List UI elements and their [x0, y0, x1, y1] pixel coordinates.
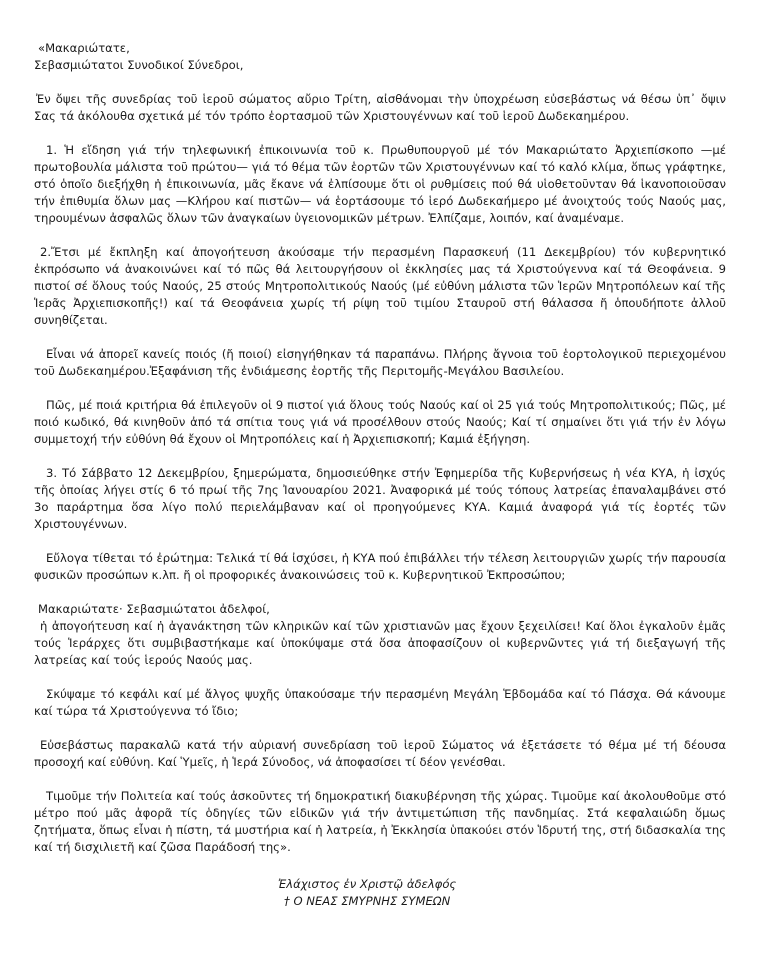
salutation-line-2: Σεβασμιώτατοι Συνοδικοί Σύνεδροι, [34, 58, 244, 72]
paragraph-point-2: 2.Ἔτσι μέ ἔκπληξη καί ἀπογοήτευση ἀκούσαμε τήν περασμένη Παρασκευή (11 Δεκεμβρίου) τόν κυβερνητικό ἐκπρόσωπο νά ἀνακοινώνει καί τό πῶς θά λειτουργήσουν οἱ ἐκκλησίες μας τά Χριστούγεννα καί τά Θεοφάνεια. 9 πιστοί σέ ὅλους τούς Ναούς, 25 στούς Μητροπολιτικούς Ναούς (μέ εὐθύνη μάλιστα τῶν Ἱερῶν Μητροπόλεων καί τῆς Ἱερᾶς Ἀρχιεπισκοπῆς!) καί τά Θεοφάνεια χωρίς τή ρίψη τοῦ τιμίου Σταυροῦ στή θάλασσα ἤ ὁπουδήποτε ἀλλοῦ συνηθίζεται. [34, 245, 726, 327]
paragraph-question-kya: Εὔλογα τίθεται τό ἐρώτημα: Τελικά τί θά ἰσχύσει, ἡ ΚΥΑ πού ἐπιβάλλει τήν τέλεση λειτουργιῶν χωρίς τήν παρουσία φυσικῶν προσώπων κ.λπ. ἤ οἱ προφορικές ἀνακοινώσεις τοῦ κ. Κυβερνητικοῦ Ἐκπροσώπου; [34, 551, 726, 582]
letter-body [34, 40, 726, 856]
paragraph-state: Τιμοῦμε τήν Πολιτεία καί τούς ἀσκοῦντες τή δημοκρατική διακυβέρνηση τῆς χώρας. Τιμοῦμε καί ἀκολουθοῦμε στό μέτρο πού μᾶς ἀφορᾶ τίς ὁδηγίες τῶν εἰδικῶν γιά τήν ἀντιμετώπιση τῆς πανδημίας. Στά κεφαλαιώδη ὅμως ζητήματα, ὅπως εἶναι ἡ πίστη, τά μυστήρια καί ἡ λατρεία, ἡ Ἐκκλησία ὑπακούει στόν Ἱδρυτή της, στή διδασκαλία της καί τή δισχιλιετῆ καί ζῶσα Παράδοσή της». [34, 789, 726, 854]
paragraph-questions: Πῶς, μέ ποιά κριτήρια θά ἐπιλεγοῦν οἱ 9 πιστοί γιά ὅλους τούς Ναούς καί οἱ 25 γιά τούς Μητροπολιτικούς; Πῶς, μέ ποιό κωδικό, θά κινηθοῦν ἀπό τά σπίτια τους γιά νά προσέλθουν στούς Ναούς; Καί τί σημαίνει ὅτι γιά τήν ἐν λόγω συμμετοχή τήν εὐθύνη θά ἔχουν οἱ Μητροπόλεις καί ἡ Ἀρχιεπισκοπή; Καμιά ἐξήγηση. [34, 398, 726, 446]
paragraph-point-3: 3. Τό Σάββατο 12 Δεκεμβρίου, ξημερώματα, δημοσιεύθηκε στήν Ἐφημερίδα τῆς Κυβερνήσεως ἡ νέα ΚΥΑ, ἡ ἰσχύς τῆς ὁποίας λήγει στίς 6 τό πρωί τῆς 7ης Ἰανουαρίου 2021. Ἀναφορικά μέ τούς τόπους λατρείας ἐπαναλαμβάνει στό 3ο παράρτημα ὅσα λίγο πολύ περιελάμβαναν καί οἱ προηγούμενες ΚΥΑ. Καμιά ἀναφορά γιά τίς ἑορτές τῶν Χριστουγέννων. [34, 466, 726, 531]
signature-block [278, 876, 456, 910]
salutation-line-1: «Μακαριώτατε, [38, 41, 130, 55]
paragraph-intro: Ἐν ὄψει τῆς συνεδρίας τοῦ ἱεροῦ σώματος αὔριο Τρίτη, αἰσθάνομαι τὴν ὑποχρέωση εὐσεβάστως νά θέσω ὑπ᾽ ὄψιν Σας τά ἀκόλουθα σχετικά μέ τόν τρόπο ἑορτασμοῦ τῶν Χριστουγέννων καί τοῦ ἱεροῦ Δωδεκαημέρου. [34, 92, 726, 123]
paragraph-ignorance: Εἶναι νά ἀπορεῖ κανείς ποιός (ἤ ποιοί) εἰσηγήθηκαν τά παραπάνω. Πλήρης ἄγνοια τοῦ ἑορτολογικοῦ περιεχομένου τοῦ Δωδεκαημέρου.Ἐξαφάνιση τῆς ἐνδιάμεσης ἑορτῆς τῆς Περιτομῆς-Μεγάλου Βασιλείου. [34, 347, 726, 378]
paragraph-point-1: 1. Ἡ εἴδηση γιά τήν τηλεφωνική ἐπικοινωνία τοῦ κ. Πρωθυπουργοῦ μέ τόν Μακαριώτατο Ἀρχιεπίσκοπο —μέ πρωτοβουλία μάλιστα τοῦ πρώτου— γιά τό θέμα τῶν ἑορτῶν τῶν Χριστουγέννων καί τό καλό κλίμα, ὅπως γράφτηκε, στό ὁποῖο διεξήχθη ἡ ἐπικοινωνία, μᾶς ἔκανε νά ἐλπίσουμε ὅτι οἱ ρυθμίσεις πού θά υἱοθετοῦνταν θά ἱκανοποιοῦσαν τήν ἐπιθυμία ὅλων μας —Κλήρου καί πιστῶν— νά ἑορτάσουμε τό ἱερό Δωδεκαήμερο μέ ἀνοιχτούς τούς Ναούς μας, τηρουμένων ἀσφαλῶς ὅλων τῶν ἀναγκαίων ὑγειονομικῶν μέτρων. Ἐλπίζαμε, λοιπόν, καί ἀναμέναμε. [34, 143, 726, 225]
signature-name: † Ο ΝΕΑΣ ΣΜΥΡΝΗΣ ΣΥΜΕΩΝ [284, 894, 451, 908]
address-line: Μακαριώτατε· Σεβασμιώτατοι ἀδελφοί, [38, 602, 270, 616]
paragraph-request: Εὐσεβάστως παρακαλῶ κατά τήν αὐριανή συνεδρίαση τοῦ ἱεροῦ Σώματος νά ἐξετάσετε τό θέμα μέ τή δέουσα προσοχή καί εὐθύνη. Καί Ὑμεῖς, ἡ Ἱερά Σύνοδος, νά ἀποφασίσει τί δέον γενέσθαι. [34, 738, 726, 769]
closing-line: Ἐλάχιστος ἐν Χριστῷ ἀδελφός [278, 877, 457, 891]
paragraph-frustration: ἡ ἀπογοήτευση καί ἡ ἀγανάκτηση τῶν κληρικῶν καί τῶν χριστιανῶν μας ἔχουν ξεχειλίσει! Καί ὅλοι ἐγκαλοῦν ἐμᾶς τούς Ἱεράρχες ὅτι συμβιβαστήκαμε καί ὑποκύψαμε στά ὅσα ἀποφασίζουν οἱ κυβερνῶντες γιά τή διεξαγωγή τῆς λατρείας καί τούς ἱερούς Ναούς μας. [34, 619, 726, 667]
paragraph-easter: Σκύψαμε τό κεφάλι καί μέ ἄλγος ψυχῆς ὑπακούσαμε τήν περασμένη Μεγάλη Ἑβδομάδα καί τό Πάσχα. Θά κάνουμε καί τώρα τά Χριστούγεννα τό ἴδιο; [34, 687, 726, 718]
